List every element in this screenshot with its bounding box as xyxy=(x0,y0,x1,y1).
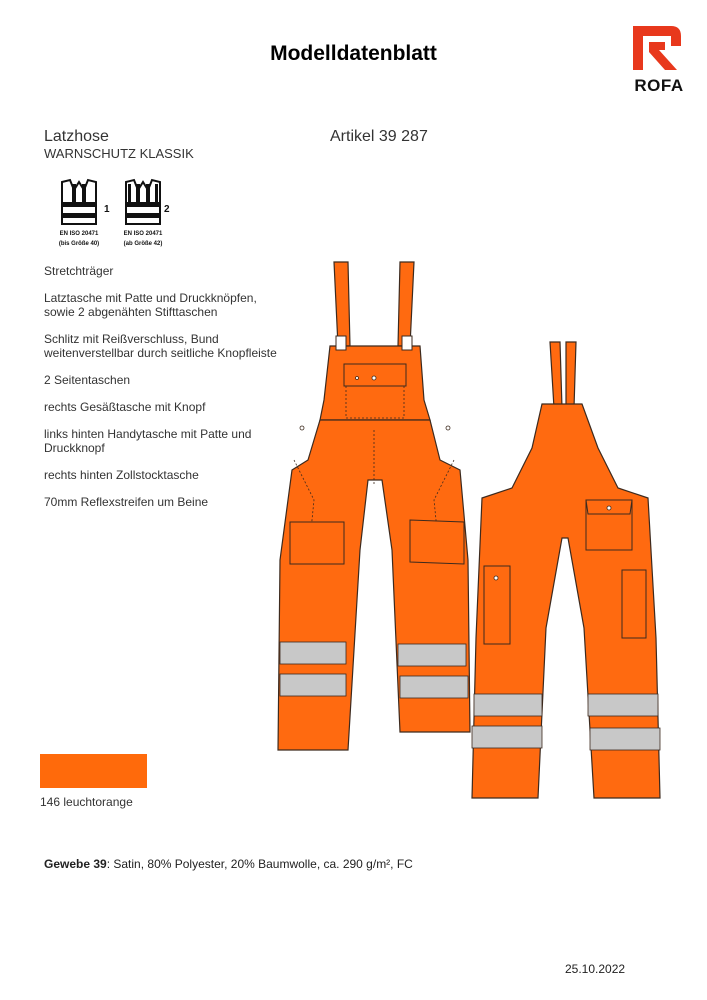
certification-note: (bis Größe 40) xyxy=(58,241,100,247)
feature-item: rechts hinten Zollstocktasche xyxy=(44,468,199,482)
reflective-stripe xyxy=(280,674,346,696)
reflective-stripe xyxy=(280,642,346,664)
certification-class: 1 xyxy=(104,204,110,215)
reflective-stripe xyxy=(400,676,468,698)
brand-name: ROFA xyxy=(634,76,684,95)
safety-vest-icon xyxy=(48,178,110,228)
fabric-info xyxy=(44,857,413,871)
reflective-stripe xyxy=(398,644,466,666)
feature-item: Latztasche mit Patte und Druckknöpfen, sowie 2 abgenähten Stifttaschen xyxy=(44,291,257,319)
reflective-stripe xyxy=(474,694,542,716)
reflective-stripe xyxy=(590,728,660,750)
product-name: Latzhose xyxy=(44,128,109,145)
article-number: Artikel 39 287 xyxy=(330,128,428,145)
front-view-illustration xyxy=(264,260,484,780)
certification-standard: EN ISO 20471 xyxy=(59,231,99,237)
feature-item: links hinten Handytasche mit Patte und Druckknopf xyxy=(44,427,252,455)
rofa-logo-icon xyxy=(631,24,683,72)
fabric-label: Gewebe 39 xyxy=(44,857,107,871)
certification-note: (ab Größe 42) xyxy=(123,241,163,247)
certification-badge-class-1 xyxy=(48,178,110,248)
feature-list xyxy=(44,264,284,522)
safety-vest-icon xyxy=(112,178,174,228)
document-date: 25.10.2022 xyxy=(565,962,626,976)
feature-item: Schlitz mit Reißverschluss, Bund weitenverstellbar durch seitliche Knopfleiste xyxy=(44,332,277,360)
product-line: WARNSCHUTZ KLASSIK xyxy=(44,146,194,161)
certification-class: 2 xyxy=(164,204,170,215)
color-label: 146 leuchtorange xyxy=(40,795,133,809)
back-view-illustration xyxy=(462,338,672,810)
certification-badge-class-2 xyxy=(112,178,174,248)
fabric-description: : Satin, 80% Polyester, 20% Baumwolle, ca. 290 g/m², FC xyxy=(106,857,413,871)
color-swatch xyxy=(40,754,147,788)
feature-item: Stretchträger xyxy=(44,264,114,278)
reflective-stripe xyxy=(588,694,658,716)
rofa-logo xyxy=(627,24,691,98)
feature-item: 2 Seitentaschen xyxy=(44,373,131,387)
reflective-stripe xyxy=(472,726,542,748)
page-title: Modelldatenblatt xyxy=(270,42,437,65)
feature-item: rechts Gesäßtasche mit Knopf xyxy=(44,400,206,414)
feature-item: 70mm Reflexstreifen um Beine xyxy=(44,495,209,509)
certification-standard: EN ISO 20471 xyxy=(123,231,163,237)
